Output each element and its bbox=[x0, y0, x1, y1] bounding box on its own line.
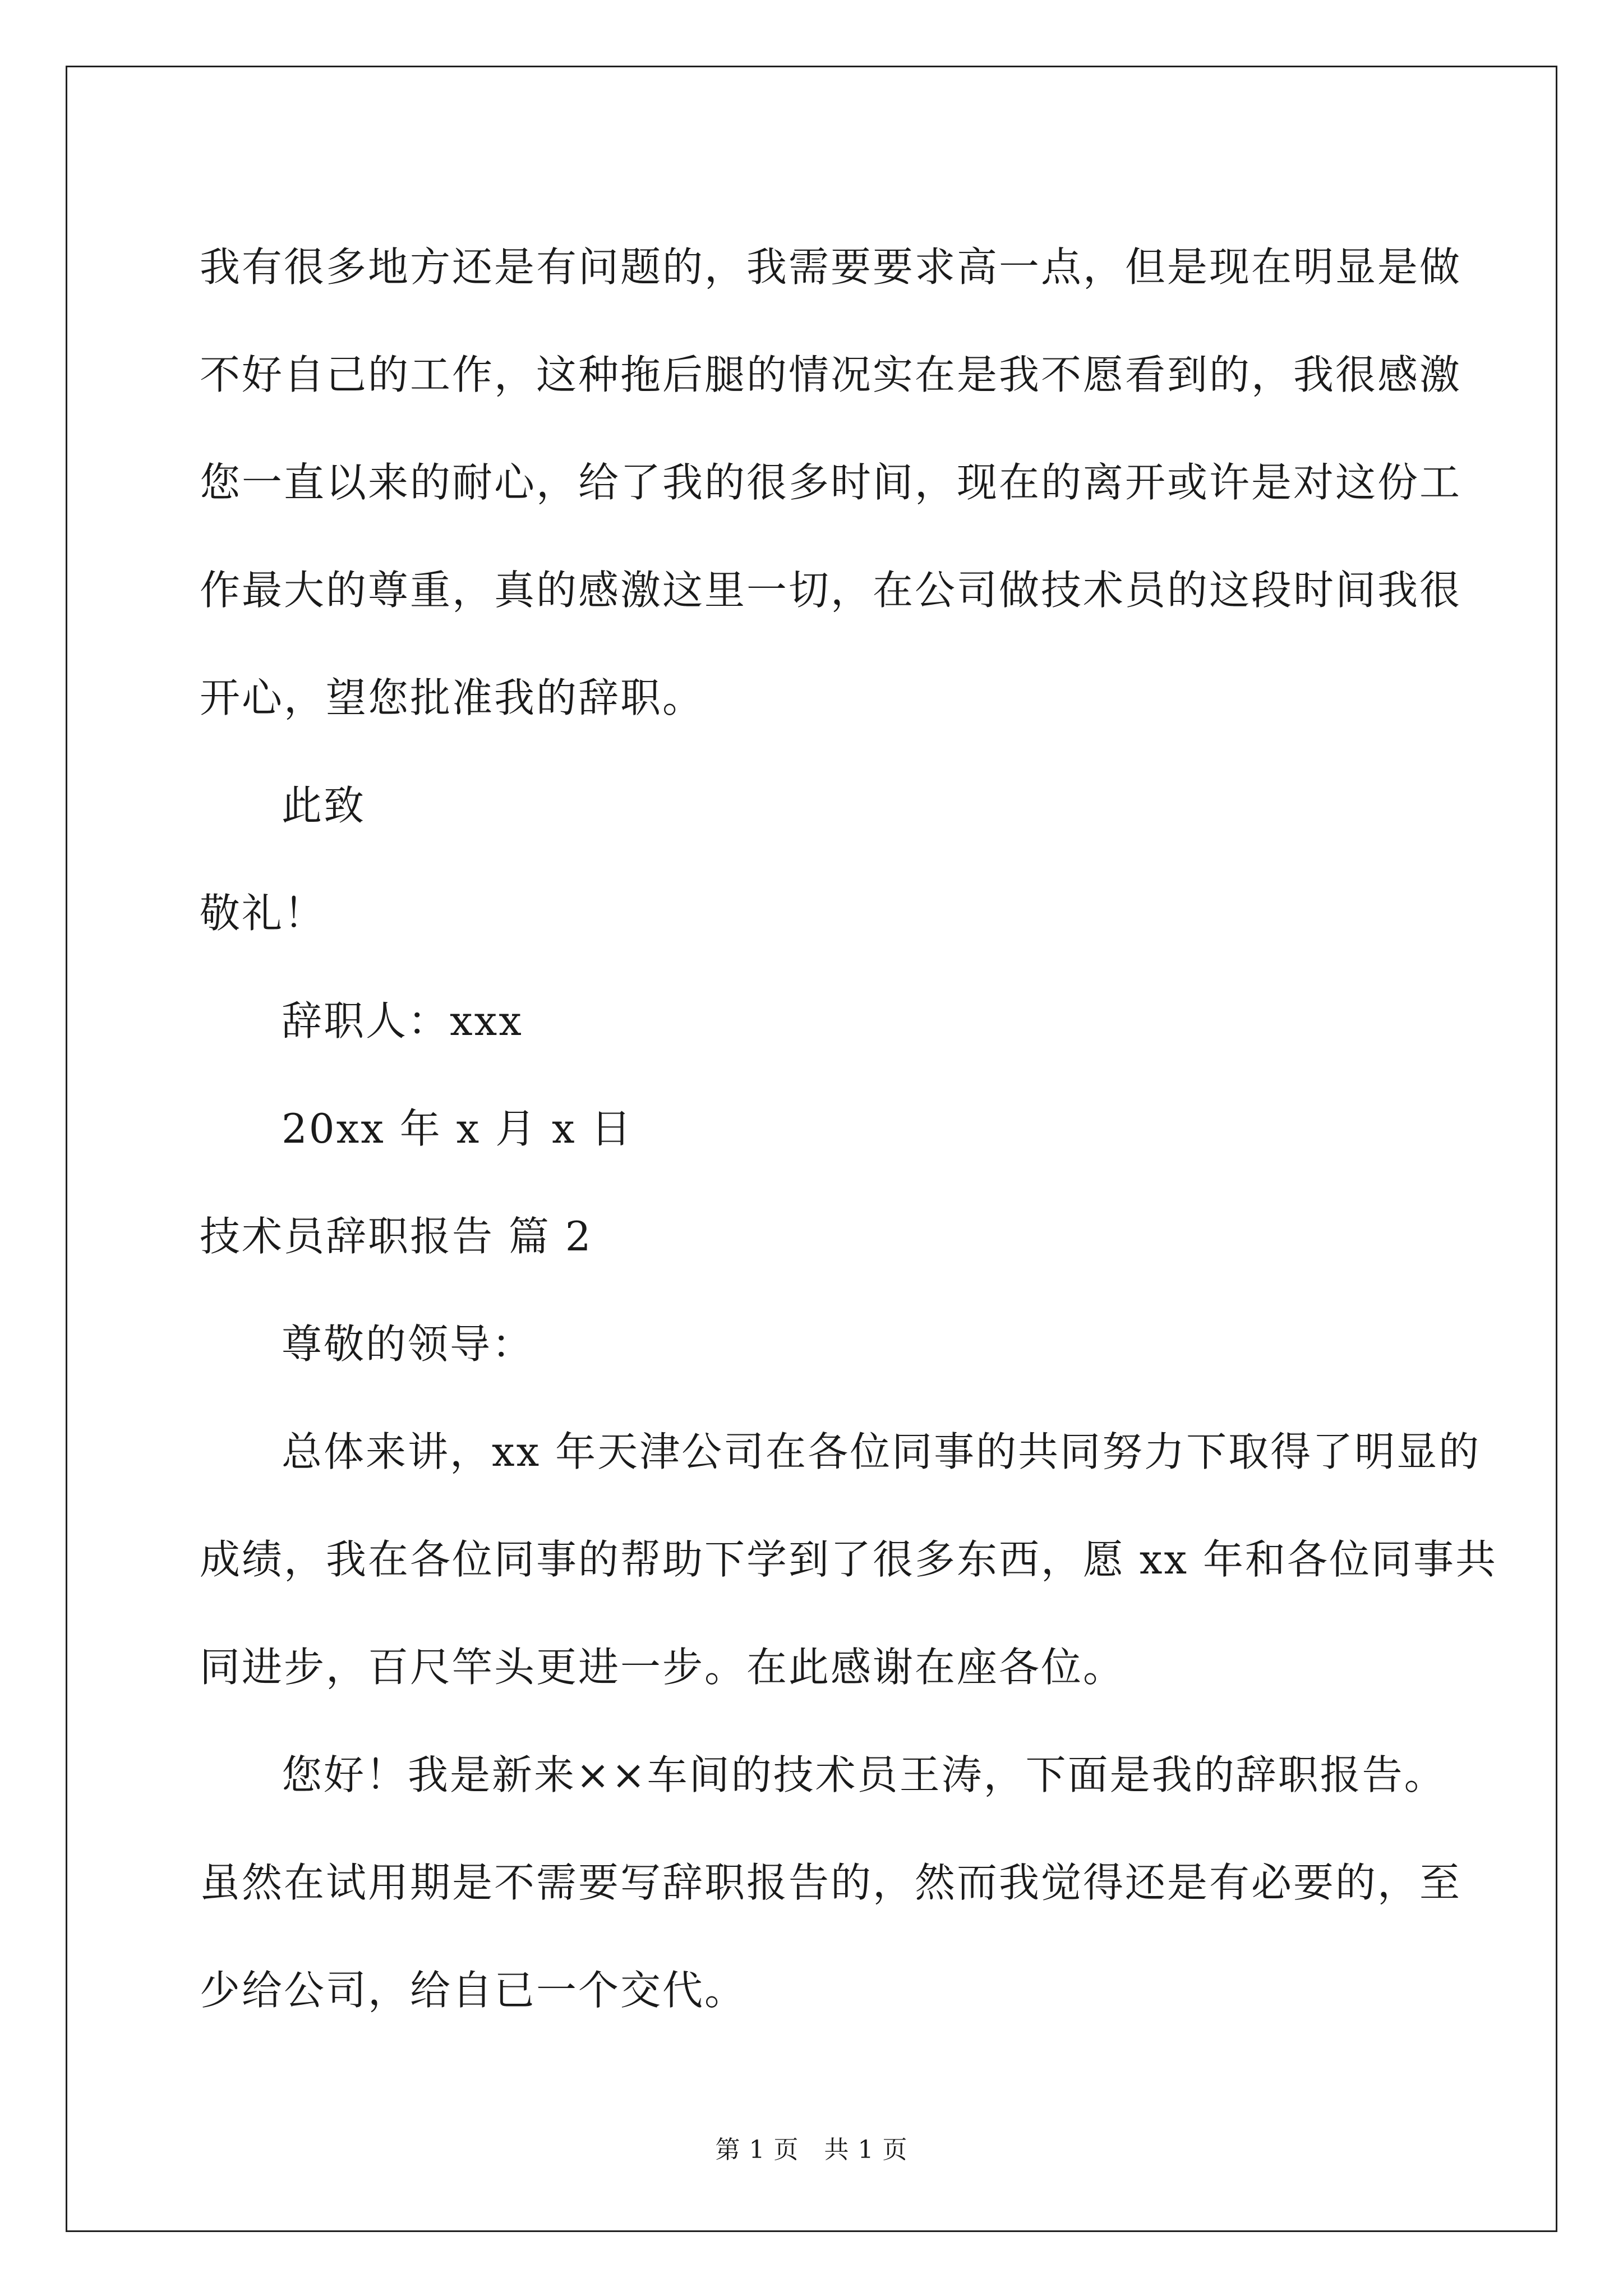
document-body bbox=[200, 213, 1497, 2044]
paragraph-line: 开心，望您批准我的辞职。 bbox=[200, 674, 705, 721]
paragraph-line: 成绩，我在各位同事的帮助下学到了很多东西，愿 xx 年和各位同事共 bbox=[200, 1536, 1497, 1583]
closing-phrase: 此致 bbox=[282, 782, 366, 829]
paragraph-line: 不好自己的工作，这种拖后腿的情况实在是我不愿看到的，我很感激 bbox=[200, 351, 1462, 398]
paragraph-line: 您一直以来的耐心，给了我的很多时间，现在的离开或许是对这份工 bbox=[200, 459, 1462, 506]
paragraph-line: 虽然在试用期是不需要写辞职报告的，然而我觉得还是有必要的，至 bbox=[200, 1859, 1462, 1906]
greeting: 尊敬的领导： bbox=[282, 1320, 534, 1368]
date-line: 20xx 年 x 月 x 日 bbox=[282, 1105, 633, 1152]
paragraph-line: 同进步，百尺竿头更进一步。在此感谢在座各位。 bbox=[200, 1644, 1126, 1691]
paragraph-line: 总体来讲，xx 年天津公司在各位同事的共同努力下取得了明显的 bbox=[282, 1428, 1481, 1475]
paragraph-line: 您好！我是新来××车间的技术员王涛，下面是我的辞职报告。 bbox=[282, 1751, 1446, 1798]
page-number-footer: 第 1 页 共 1 页 bbox=[715, 2136, 908, 2164]
paragraph-line: 我有很多地方还是有问题的，我需要要求高一点，但是现在明显是做 bbox=[200, 243, 1462, 291]
section-title: 技术员辞职报告 篇 2 bbox=[200, 1213, 593, 1260]
salutation: 敬礼！ bbox=[200, 890, 326, 937]
signature-line: 辞职人：xxx bbox=[282, 997, 523, 1045]
paragraph-line: 少给公司，给自已一个交代。 bbox=[200, 1967, 747, 2014]
paragraph-line: 作最大的尊重，真的感激这里一切，在公司做技术员的这段时间我很 bbox=[200, 567, 1462, 614]
